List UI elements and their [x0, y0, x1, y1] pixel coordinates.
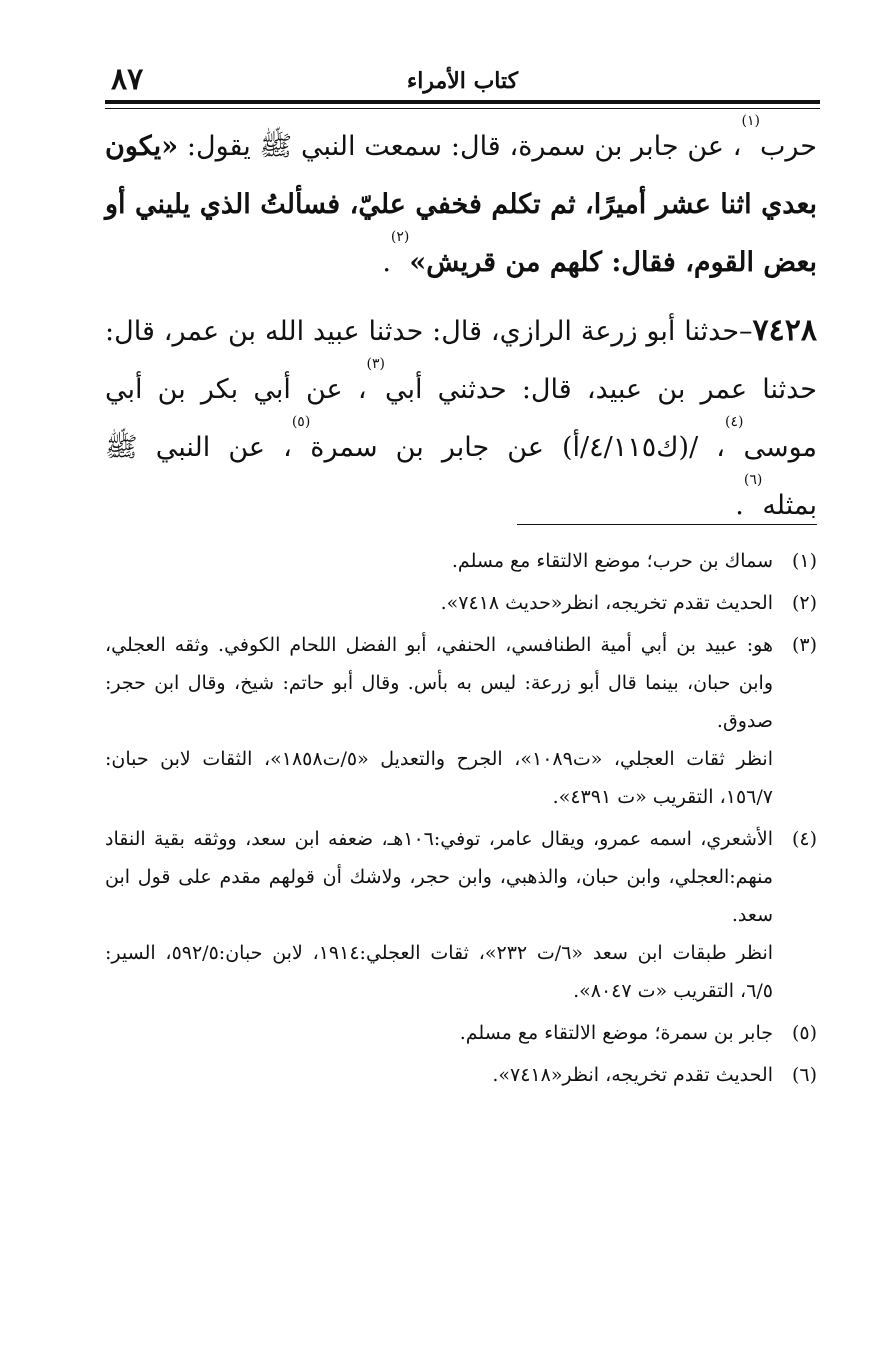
footnote-2: [105, 584, 817, 622]
footnote-paragraph: الأشعري، اسمه عمرو، ويقال عامر، توفي:١٠٦هـ، ضعفه ابن سعد، ووثقه بقية النقاد منهم:العجلي، وابن حبان، والذهبي، وابن حجر، ولاشك أن قولهم مقدم على قول ابن سعد.: [105, 828, 773, 926]
header-rule-thin: [105, 108, 820, 109]
footnote-text: [105, 820, 773, 1010]
text-segment: .: [382, 247, 391, 278]
footnotes: [105, 542, 817, 1098]
text-segment: ، عن أبي بكر بن أبي موسى: [105, 374, 817, 463]
header-rule-thick: [105, 100, 820, 104]
footnote-5: [105, 1014, 817, 1052]
footnote-paragraph: انظر ثقات العجلي، «ت١٠٨٩»، الجرح والتعديل «٥/ت١٨٥٨»، الثقات لابن حبان: ١٥٦/٧، التقريب «ت ٤٣٩١».: [105, 748, 773, 808]
text-segment: حرب: [759, 131, 817, 162]
footnote-ref-5: (٥): [291, 414, 311, 430]
footnote-ref-2: (٢): [390, 229, 410, 245]
footnote-paragraph: الحديث تقدم تخريجه، انظر«٧٤١٨».: [492, 1064, 773, 1086]
footnote-ref-1: (١): [741, 113, 760, 129]
hadith-quote: «يكون بعدي اثنا عشر أميرًا، ثم تكلم فخفي عليّ، فسألتُ الذي يليني أو بعض القوم، فقال: كلهم من قريش»: [105, 131, 817, 278]
footnote-text: [105, 1056, 773, 1094]
footnote-number: (٥): [791, 1022, 817, 1044]
footnote-paragraph: الحديث تقدم تخريجه، انظر«حديث ٧٤١٨».: [440, 592, 773, 614]
footnote-number: (٣): [791, 634, 817, 656]
main-text: [105, 113, 817, 535]
footnote-paragraph: انظر طبقات ابن سعد «٦/ت ٢٣٢»، ثقات العجلي:١٩١٤، لابن حبان:٥٩٢/٥، السير: ٦/٥، التقريب «ت ٨٠٤٧».: [105, 942, 774, 1002]
footnote-number: (٦): [791, 1064, 817, 1086]
hadith-number: ٧٤٢٨: [752, 313, 817, 348]
running-title: كتاب الأمراء: [406, 68, 519, 94]
footnote-1: [105, 542, 817, 580]
text-segment: –حدثنا أبو زرعة الرازي، قال: حدثنا عبيد الله بن عمر، قال: حدثنا عمر بن عبيد، قال: حدثني أبي: [105, 316, 817, 405]
footnote-text: [105, 1014, 773, 1052]
page-number: ٨٧: [111, 62, 144, 97]
footnote-paragraph: هو: عبيد بن أبي أمية الطنافسي، الحنفي، أبو الفضل اللحام الكوفي. وثقه العجلي، وابن حبان، بينما قال أبو زرعة: ليس به بأس. وقال أبو حاتم: شيخ، وقال ابن حجر: صدوق.: [105, 634, 773, 732]
footnote-text: [105, 584, 773, 622]
footnote-text: [105, 542, 773, 580]
text-segment: ، /(ك٤/١١٥/أ) عن جابر بن سمرة: [310, 432, 725, 463]
footnote-separator: [517, 524, 817, 525]
paragraph-hadith-continuation: [105, 113, 817, 292]
footnote-text: [105, 626, 773, 816]
text-segment: .: [735, 490, 744, 521]
footnote-number: (٢): [791, 592, 817, 614]
footnote-3: [105, 626, 817, 816]
text-segment: ، عن جابر بن سمرة، قال: سمعت النبي ﷺ يقول:: [178, 131, 742, 162]
footnote-ref-3: (٣): [366, 356, 385, 372]
paragraph-hadith-7428: [105, 302, 817, 535]
footnote-number: (٤): [791, 828, 817, 850]
text-segment: ، عن النبي ﷺ بمثله: [105, 432, 817, 521]
footnote-6: [105, 1056, 817, 1094]
footnote-paragraph: جابر بن سمرة؛ موضع الالتقاء مع مسلم.: [459, 1022, 773, 1044]
footnote-ref-4: (٤): [724, 414, 744, 430]
page-header: [105, 58, 820, 102]
footnote-4: [105, 820, 817, 1010]
footnote-number: (١): [791, 550, 817, 572]
footnote-ref-6: (٦): [743, 472, 763, 488]
footnote-paragraph: سماك بن حرب؛ موضع الالتقاء مع مسلم.: [451, 550, 773, 572]
